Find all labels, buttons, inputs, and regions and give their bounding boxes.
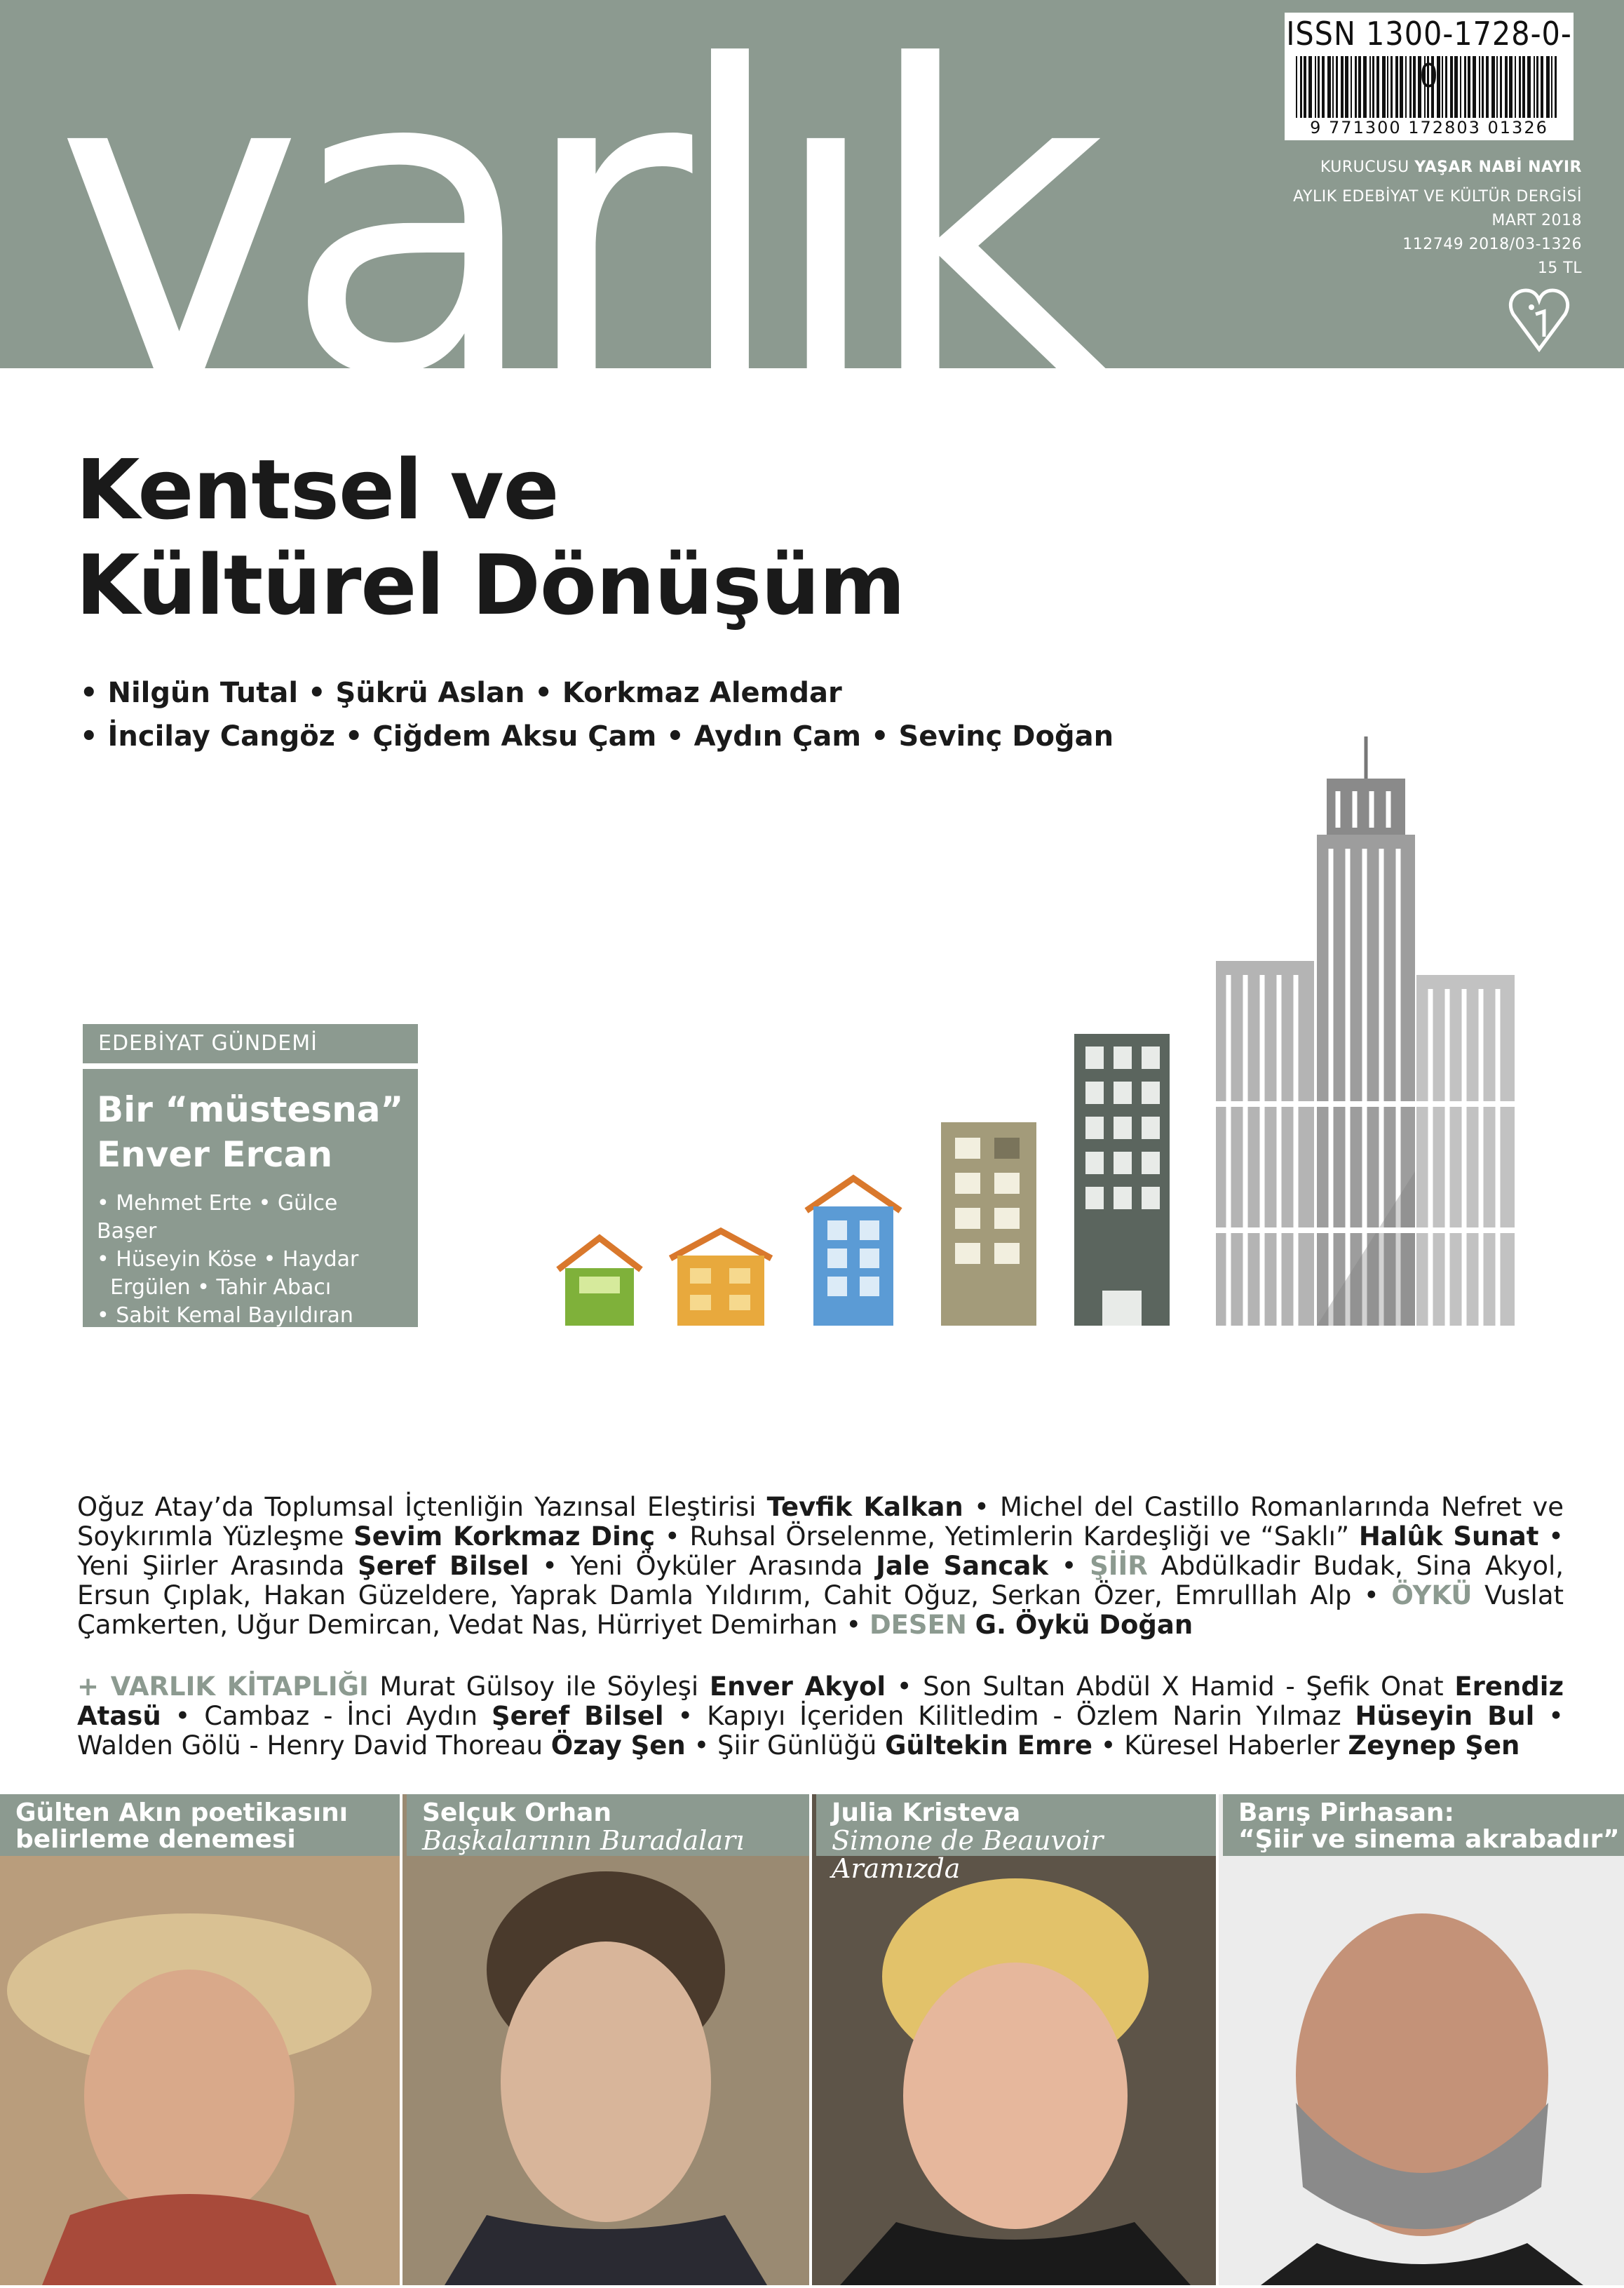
edebiyat-title [97,1087,404,1177]
khaki-building-icon [941,1122,1036,1326]
barcode-bar [1468,56,1470,118]
caption-line-1: Gülten Akın poetikasını [15,1798,349,1827]
barcode-bar [1522,56,1525,118]
headline-line-1: Kentsel ve [76,441,559,538]
caption-baris-pirhasan [1223,1794,1624,1856]
caption-line-2: Simone de Beauvoir Aramızda [832,1825,1104,1884]
barcode-bar [1431,56,1434,118]
edebiyat-title-2: Enver Ercan [97,1134,333,1175]
barcode-bar [1536,56,1538,118]
city-buildings-illustration [547,736,1529,1333]
edebiyat-gundemi-box [83,1069,418,1327]
barcode-bar [1486,56,1489,118]
caption-line-2: Başkalarının Buradaları [422,1825,745,1856]
barcode-bar [1445,56,1447,118]
issue-date: MART 2018 [1491,212,1582,229]
barcode-bar [1464,56,1466,118]
barcode-bar [1355,56,1357,118]
caption-selcuk-orhan [407,1794,809,1856]
barcode-bar [1418,56,1421,118]
barcode-bar [1304,56,1306,118]
barcode-bar [1509,56,1513,118]
barcode-bar [1336,56,1338,118]
barcode-bar [1400,56,1403,118]
barcode-bar [1300,56,1302,118]
caption-gulten-akin [0,1794,400,1856]
founder-prefix: KURUCUSU [1320,159,1409,176]
barcode-bar [1442,56,1443,118]
founder-name: YAŞAR NABİ NAYIR [1414,159,1582,176]
founder-line [1320,159,1582,176]
barcode-bar [1491,56,1495,118]
barcode-bar [1496,56,1498,118]
barcode-bar [1327,56,1331,118]
barcode-bar [1505,56,1508,118]
caption-line-2: belirleme denemesi [15,1825,296,1854]
barcode-bar [1322,56,1325,118]
contents-paragraph-1: Oğuz Atay’da Toplumsal İçtenliğin Yazınsal Eleştirisi Tevfik Kalkan • Michel del Castillo Romanlarında Nefret ve Soykırımla Yüzleşme Sevim Korkmaz Dinç • Ruhsal Örselenme, Yetimlerin Kardeşliği ve “Saklı” Halûk Sunat • Yeni Şiirler Arasında Şeref Bilsel • Yeni Öyküler Arasında Jale Sancak • ŞİİR Abdülkadir Budak, Sina Akyol, Ersun Çıplak, Hakan Güzeldere, Yaprak Damla Yıldırım, Cahit Oğuz, Serkan Özer, Emrulllah Alp • ÖYKÜ Vuslat Çamkerten, Uğur Demircan, Vedat Nas, Hürriyet Demirhan • DESEN G. Öykü Doğan [77,1492,1564,1640]
blue-house-icon [806,1178,900,1326]
barcode-bar [1296,56,1297,118]
barcode-bar [1405,56,1407,118]
issue-number: 112749 2018/03-1326 [1402,236,1582,253]
barcode-bar [1460,56,1461,118]
issn-barcode-box [1285,13,1574,140]
barcode-bar [1500,56,1502,118]
photo-baris-pirhasan [1219,1794,1624,2285]
magazine-subtitle: AYLIK EDEBİYAT VE KÜLTÜR DERGİSİ [1293,188,1582,206]
barcode-bar [1332,56,1334,118]
barcode-number: 9 771300 172803 01326 [1310,118,1548,137]
edebiyat-author-line: • Hüseyin Köse • Haydar [97,1247,359,1272]
issn-number: ISSN 1300-1728-0- [1286,15,1572,53]
barcode-bar [1427,56,1429,118]
price: 15 TL [1537,260,1582,277]
barcode-bar [1363,56,1367,118]
caption-line-1: Barış Pirhasan: [1238,1798,1454,1827]
barcode-bar [1437,56,1440,118]
varlik-logo [55,0,1086,468]
barcode-bar [1358,56,1361,118]
barcode-bar [1424,56,1426,118]
green-house-icon [558,1238,641,1326]
barcode-bar [1527,56,1531,118]
barcode-bar [1387,56,1388,118]
barcode-bar [1482,56,1484,118]
barcode-bar [1519,56,1521,118]
barcode-bar [1551,56,1552,118]
photo-gulten-akin [0,1794,400,2285]
barcode-bar [1413,56,1416,118]
barcode-bar [1318,56,1320,118]
edebiyat-author-line: • Sabit Kemal Bayıldıran [97,1303,353,1328]
barcode-bar [1454,56,1458,118]
barcode-bar [1372,56,1374,118]
barcode-bar [1390,56,1393,118]
cover-headline [76,442,905,633]
dark-building-icon [1074,1034,1170,1326]
photo-selcuk-orhan [402,1794,809,2285]
edebiyat-title-1: Bir “müstesna” [97,1089,404,1130]
barcode-bar [1546,56,1550,118]
headline-line-2: Kültürel Dönüşüm [76,537,905,633]
caption-line-1: Julia Kristeva [832,1798,1021,1827]
caption-line-1: Selçuk Orhan [422,1798,612,1827]
barcode [1296,56,1562,118]
barcode-bar [1351,56,1352,118]
contents-paragraph-2: + VARLIK KİTAPLIĞI Murat Gülsoy ile Söyleşi Enver Akyol • Son Sultan Abdül X Hamid - Şefik Onat Erendiz Atasü • Cambaz - İnci Aydın Şeref Bilsel • Kapıyı İçeriden Kilitledim - Özlem Narin Yılmaz Hüseyin Bul • Walden Gölü - Henry David Thoreau Özay Şen • Şiir Günlüğü Gültekin Emre • Küresel Haberler Zeynep Şen [77,1671,1564,1761]
barcode-bar [1534,56,1535,118]
svg-text:varlık: varlık [55,0,1086,468]
barcode-bar [1450,56,1453,118]
caption-julia-kristeva [816,1794,1216,1884]
barcode-bar [1409,56,1412,118]
masthead [0,0,1624,468]
barcode-bar [1369,56,1371,118]
barcode-bar [1382,56,1386,118]
barcode-bar [1395,56,1398,118]
skyscraper-icon [1216,736,1515,1326]
caption-line-2: “Şiir ve sinema akrabadır” [1238,1825,1620,1854]
barcode-bar [1315,56,1316,118]
barcode-bar [1479,56,1480,118]
barcode-bar [1473,56,1476,118]
barcode-bar [1541,56,1543,118]
barcode-bar [1341,56,1344,118]
edebiyat-author-line: • Mehmet Erte • Gülce Başer [97,1191,338,1244]
edebiyat-author-line: Ergülen • Tahir Abacı [97,1275,332,1300]
edebiyat-gundemi-label: EDEBİYAT GÜNDEMİ [83,1024,418,1063]
orange-house-icon [670,1231,771,1326]
headline-authors-1: • Nilgün Tutal • Şükrü Aslan • Korkmaz Alemdar [80,677,842,709]
barcode-bar [1308,56,1312,118]
barcode-bar [1555,56,1557,118]
barcode-bar [1515,56,1516,118]
varlik-heart-icon [1508,286,1571,354]
barcode-bar [1376,56,1379,118]
barcode-bar [1345,56,1348,118]
headline-authors-2: • İncilay Cangöz • Çiğdem Aksu Çam • Aydın Çam • Sevinç Doğan [80,720,1114,753]
